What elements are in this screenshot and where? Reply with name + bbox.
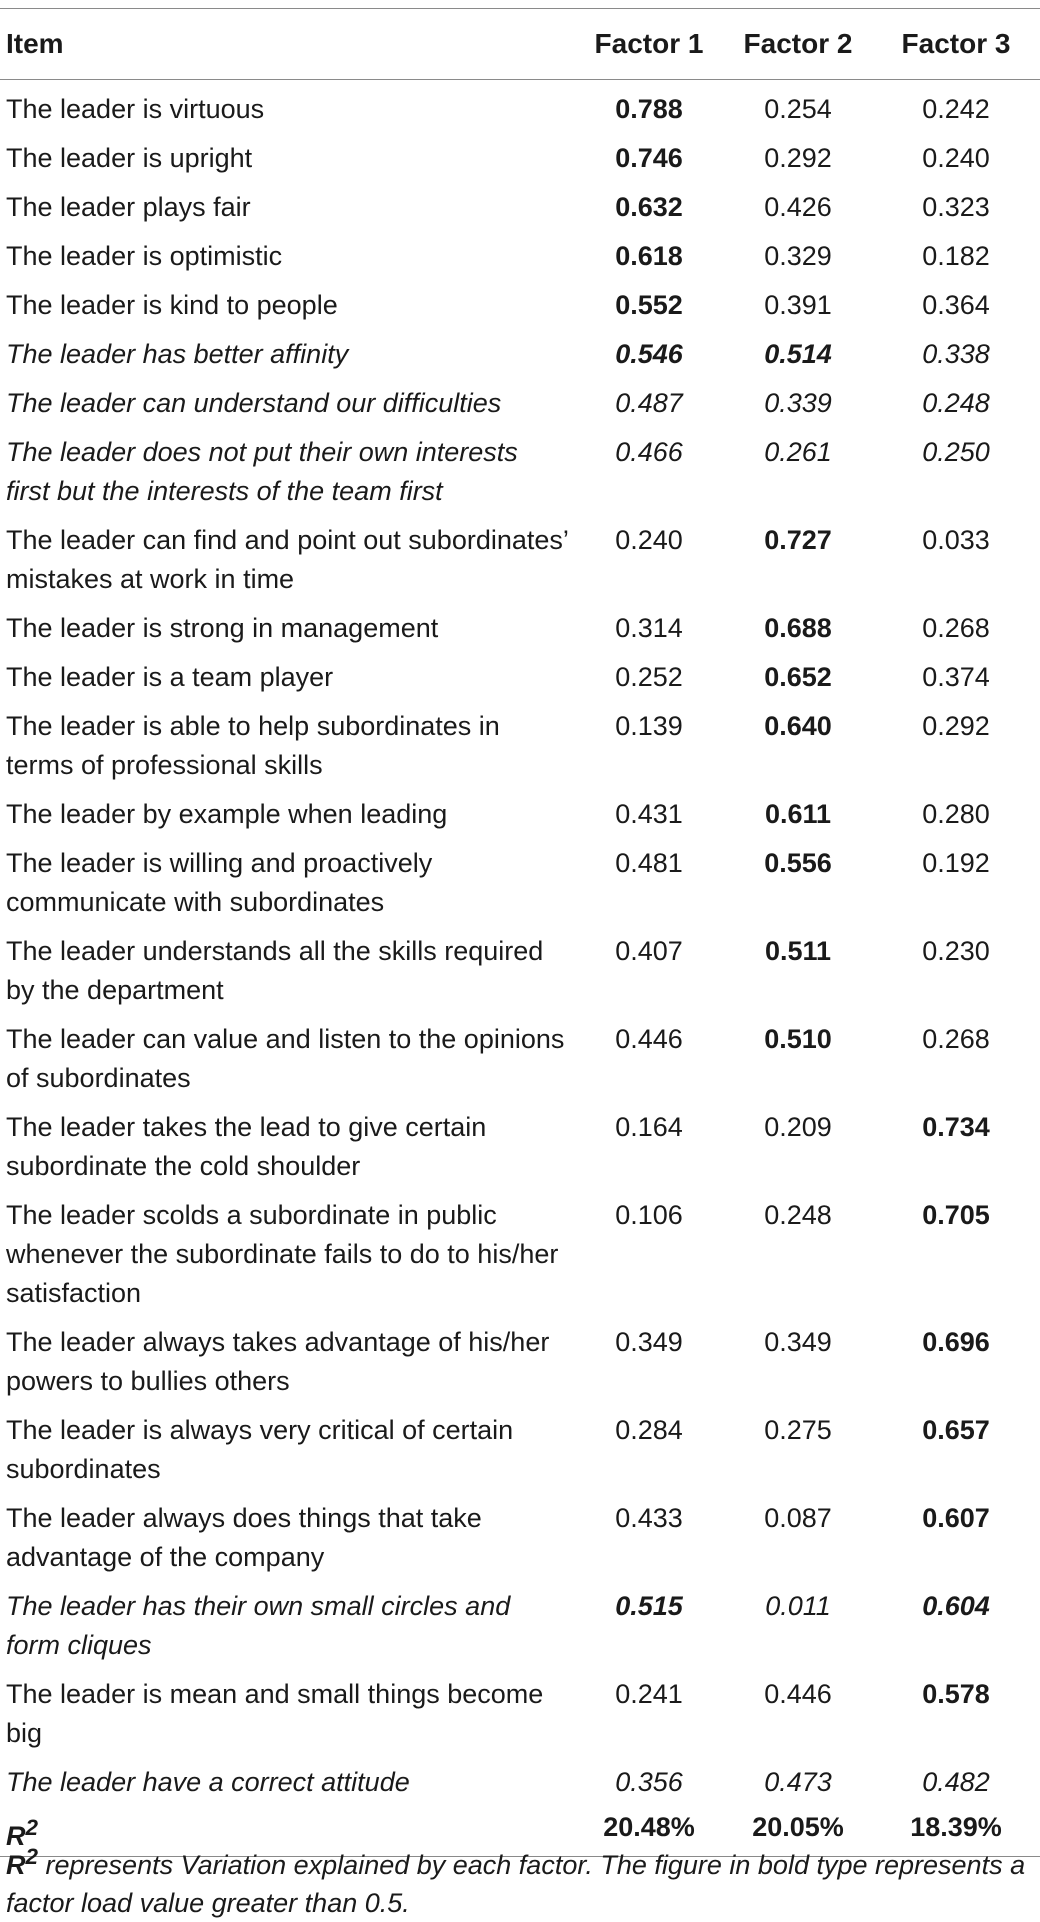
factor-1-cell: 0.481 xyxy=(615,848,683,878)
table-row xyxy=(0,129,1040,178)
factor-3-cell: 0.734 xyxy=(922,1112,990,1142)
item-cell: The leader is strong in management xyxy=(6,613,439,643)
table-row xyxy=(0,1186,1040,1313)
factor-1-cell: 0.433 xyxy=(615,1503,683,1533)
table-header xyxy=(0,9,1040,80)
item-cell: The leader is able to help subordinates in terms of professional skills xyxy=(6,711,500,780)
factor-3-cell: 0.482 xyxy=(922,1767,990,1797)
factor-3-cell: 0.230 xyxy=(922,936,990,966)
table-row xyxy=(0,697,1040,785)
factor-1-cell: 0.349 xyxy=(615,1327,683,1357)
factor-3-cell: 0.033 xyxy=(922,525,990,555)
item-cell: The leader is willing and proactively communicate with subordinates xyxy=(6,848,433,917)
factor-1-cell: 0.407 xyxy=(615,936,683,966)
footnote-text: represents Variation explained by each factor. The figure in bold type represents a factor load value greater than 0.5. xyxy=(6,1850,1026,1918)
factor-1-cell: 0.241 xyxy=(615,1679,683,1709)
r-squared-factor-2: 20.05% xyxy=(724,1802,872,1857)
factor-1-cell: 0.431 xyxy=(615,799,683,829)
factor-3-cell: 0.607 xyxy=(922,1503,990,1533)
table-row xyxy=(0,1665,1040,1753)
item-cell: The leader is kind to people xyxy=(6,290,338,320)
header-item: Item xyxy=(0,9,574,80)
factor-1-cell: 0.356 xyxy=(615,1767,683,1797)
table-row xyxy=(0,423,1040,511)
factor-2-cell: 0.640 xyxy=(764,711,832,741)
table-row xyxy=(0,1577,1040,1665)
factor-3-cell: 0.578 xyxy=(922,1679,990,1709)
factor-2-cell: 0.349 xyxy=(764,1327,832,1357)
factor-3-cell: 0.323 xyxy=(922,192,990,222)
table-row xyxy=(0,1401,1040,1489)
factor-3-cell: 0.374 xyxy=(922,662,990,692)
factor-1-cell: 0.788 xyxy=(615,94,683,124)
factor-1-cell: 0.252 xyxy=(615,662,683,692)
item-cell: The leader takes the lead to give certain subordinate the cold shoulder xyxy=(6,1112,487,1181)
factor-2-cell: 0.292 xyxy=(764,143,832,173)
factor-3-cell: 0.248 xyxy=(922,388,990,418)
table-row xyxy=(0,785,1040,834)
table-row xyxy=(0,511,1040,599)
factor-2-cell: 0.514 xyxy=(764,339,832,369)
factor-2-cell: 0.426 xyxy=(764,192,832,222)
table-row xyxy=(0,922,1040,1010)
factor-1-cell: 0.546 xyxy=(615,339,683,369)
factor-2-cell: 0.011 xyxy=(765,1591,831,1621)
item-cell: The leader always takes advantage of his/her powers to bullies others xyxy=(6,1327,550,1396)
table-footnote xyxy=(6,1838,1036,1922)
item-cell: The leader does not put their own interests first but the interests of the team first xyxy=(6,437,518,506)
table-row xyxy=(0,599,1040,648)
item-cell: The leader is virtuous xyxy=(6,94,265,124)
factor-3-cell: 0.280 xyxy=(922,799,990,829)
factor-loadings-table xyxy=(0,8,1040,1857)
factor-2-cell: 0.391 xyxy=(764,290,832,320)
factor-3-cell: 0.250 xyxy=(922,437,990,467)
item-cell: The leader has better affinity xyxy=(6,339,349,369)
table-row xyxy=(0,1489,1040,1577)
factor-2-cell: 0.510 xyxy=(764,1024,832,1054)
factor-3-cell: 0.705 xyxy=(922,1200,990,1230)
item-cell: The leader plays fair xyxy=(6,192,251,222)
factor-3-cell: 0.657 xyxy=(922,1415,990,1445)
factor-3-cell: 0.338 xyxy=(922,339,990,369)
factor-3-cell: 0.268 xyxy=(922,613,990,643)
item-cell: The leader can value and listen to the opinions of subordinates xyxy=(6,1024,565,1093)
factor-2-cell: 0.727 xyxy=(764,525,832,555)
item-cell: The leader understands all the skills required by the department xyxy=(6,936,544,1005)
table-row xyxy=(0,227,1040,276)
factor-3-cell: 0.242 xyxy=(922,94,990,124)
r-squared-factor-3: 18.39% xyxy=(872,1802,1040,1857)
factor-1-cell: 0.164 xyxy=(615,1112,683,1142)
table-row xyxy=(0,1753,1040,1802)
table-row xyxy=(0,648,1040,697)
header-factor-3: Factor 3 xyxy=(872,9,1040,80)
table-row xyxy=(0,80,1040,130)
table-row xyxy=(0,178,1040,227)
item-cell: The leader is always very critical of certain subordinates xyxy=(6,1415,514,1484)
factor-1-cell: 0.632 xyxy=(615,192,683,222)
header-factor-2: Factor 2 xyxy=(724,9,872,80)
table-row xyxy=(0,1010,1040,1098)
factor-1-cell: 0.746 xyxy=(615,143,683,173)
table-row xyxy=(0,374,1040,423)
factor-1-cell: 0.284 xyxy=(615,1415,683,1445)
factor-1-cell: 0.106 xyxy=(615,1200,683,1230)
factor-2-cell: 0.688 xyxy=(764,613,832,643)
item-cell: The leader can understand our difficulties xyxy=(6,388,502,418)
factor-2-cell: 0.611 xyxy=(764,799,832,829)
item-cell: The leader have a correct attitude xyxy=(6,1767,410,1797)
item-cell: The leader always does things that take advantage of the company xyxy=(6,1503,482,1572)
item-cell: The leader is upright xyxy=(6,143,253,173)
factor-3-cell: 0.604 xyxy=(922,1591,990,1621)
factor-3-cell: 0.364 xyxy=(922,290,990,320)
factor-3-cell: 0.696 xyxy=(922,1327,990,1357)
factor-2-cell: 0.556 xyxy=(764,848,832,878)
factor-1-cell: 0.466 xyxy=(615,437,683,467)
factor-1-cell: 0.139 xyxy=(615,711,683,741)
factor-2-cell: 0.087 xyxy=(764,1503,832,1533)
factor-1-cell: 0.487 xyxy=(615,388,683,418)
factor-3-cell: 0.192 xyxy=(922,848,990,878)
factor-2-cell: 0.209 xyxy=(764,1112,832,1142)
r-symbol: R xyxy=(6,1821,26,1851)
factor-2-cell: 0.473 xyxy=(764,1767,832,1797)
table-row xyxy=(0,1098,1040,1186)
item-cell: The leader is optimistic xyxy=(6,241,283,271)
factor-2-cell: 0.275 xyxy=(764,1415,832,1445)
footnote-r-symbol: R xyxy=(6,1850,26,1880)
header-factor-1: Factor 1 xyxy=(574,9,724,80)
item-cell: The leader scolds a subordinate in public whenever the subordinate fails to do to his/her satisfaction xyxy=(6,1200,559,1308)
table-row xyxy=(0,325,1040,374)
factor-3-cell: 0.292 xyxy=(922,711,990,741)
table-row xyxy=(0,834,1040,922)
factor-2-cell: 0.248 xyxy=(764,1200,832,1230)
table-body xyxy=(0,80,1040,1857)
factor-2-cell: 0.652 xyxy=(764,662,832,692)
item-cell: The leader is a team player xyxy=(6,662,334,692)
factor-1-cell: 0.618 xyxy=(615,241,683,271)
r-superscript: 2 xyxy=(25,1815,39,1840)
item-cell: The leader can find and point out subordinates’ mistakes at work in time xyxy=(6,525,568,594)
factor-3-cell: 0.268 xyxy=(922,1024,990,1054)
factor-1-cell: 0.314 xyxy=(615,613,683,643)
factor-2-cell: 0.446 xyxy=(764,1679,832,1709)
factor-1-cell: 0.240 xyxy=(615,525,683,555)
r-squared-factor-1: 20.48% xyxy=(574,1802,724,1857)
factor-2-cell: 0.511 xyxy=(764,936,832,966)
item-cell: The leader is mean and small things become big xyxy=(6,1679,544,1748)
item-cell: The leader by example when leading xyxy=(6,799,448,829)
item-cell: The leader has their own small circles and form cliques xyxy=(6,1591,511,1660)
factor-2-cell: 0.254 xyxy=(764,94,832,124)
table-row xyxy=(0,276,1040,325)
factor-2-cell: 0.261 xyxy=(764,437,832,467)
factor-3-cell: 0.182 xyxy=(922,241,990,271)
factor-3-cell: 0.240 xyxy=(922,143,990,173)
factor-1-cell: 0.552 xyxy=(615,290,683,320)
table-row xyxy=(0,1313,1040,1401)
factor-1-cell: 0.515 xyxy=(615,1591,683,1621)
factor-2-cell: 0.339 xyxy=(764,388,832,418)
factor-1-cell: 0.446 xyxy=(615,1024,683,1054)
footnote-superscript: 2 xyxy=(25,1844,39,1869)
factor-2-cell: 0.329 xyxy=(764,241,832,271)
